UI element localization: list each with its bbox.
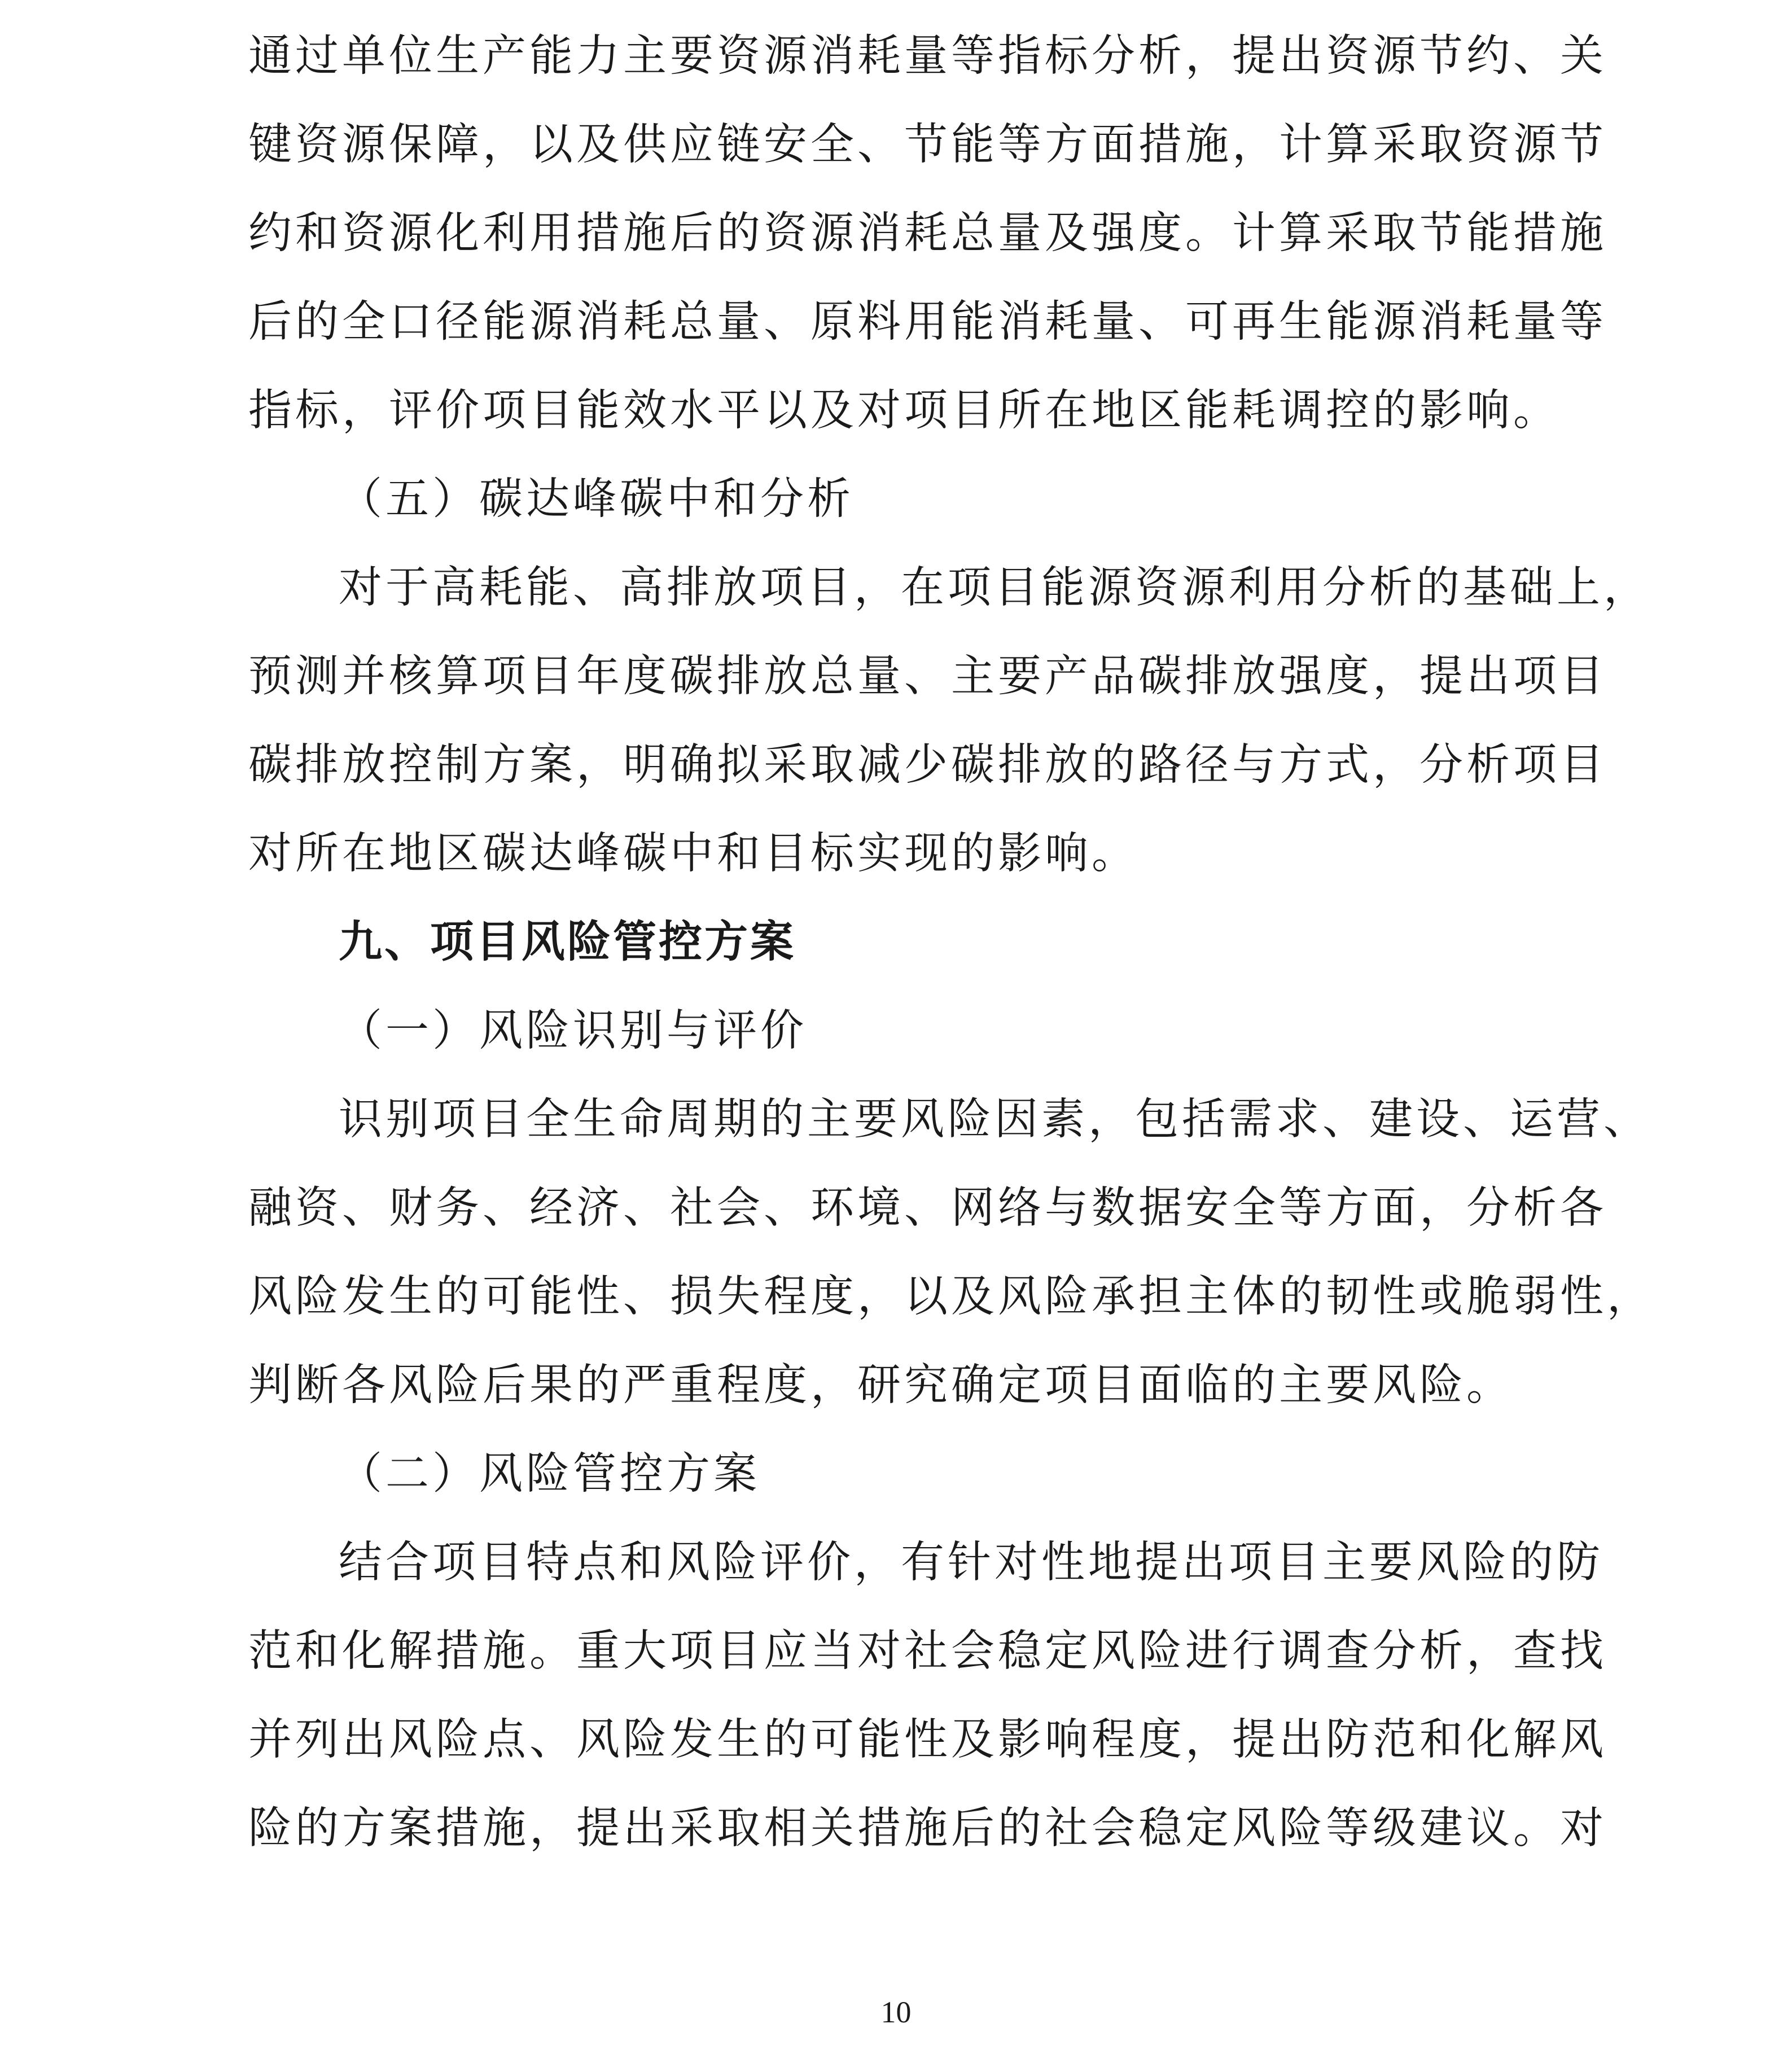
paragraph-line: 判断各风险后果的严重程度，研究确定项目面临的主要风险。 [248, 1360, 1513, 1411]
section-heading-risk-identification: （一）风险识别与评价 [339, 1006, 807, 1056]
section-heading-carbon: （五）碳达峰碳中和分析 [339, 474, 854, 524]
paragraph-line: 对所在地区碳达峰碳中和目标实现的影响。 [248, 829, 1138, 879]
paragraph-line: 结合项目特点和风险评价，有针对性地提出项目主要风险的防 [339, 1538, 1603, 1588]
paragraph-line: 碳排放控制方案，明确拟采取减少碳排放的路径与方式，分析项目 [248, 740, 1607, 790]
paragraph-line: 险的方案措施，提出采取相关措施后的社会稳定风险等级建议。对 [248, 1803, 1607, 1854]
paragraph-line: 识别项目全生命周期的主要风险因素，包括需求、建设、运营、 [339, 1094, 1650, 1145]
paragraph-line: 后的全口径能源消耗总量、原料用能消耗量、可再生能源消耗量等 [248, 297, 1607, 347]
paragraph-line: 键资源保障，以及供应链安全、节能等方面措施，计算采取资源节 [248, 120, 1607, 170]
page-number: 10 [880, 1995, 912, 2029]
paragraph-line: 范和化解措施。重大项目应当对社会稳定风险进行调查分析，查找 [248, 1626, 1607, 1676]
paragraph-line: 风险发生的可能性、损失程度，以及风险承担主体的韧性或脆弱性， [248, 1272, 1654, 1322]
paragraph-line: 融资、财务、经济、社会、环境、网络与数据安全等方面，分析各 [248, 1183, 1607, 1233]
chapter-heading-risk: 九、项目风险管控方案 [339, 917, 796, 967]
paragraph-line: 并列出风险点、风险发生的可能性及影响程度，提出防范和化解风 [248, 1715, 1607, 1765]
paragraph-line: 指标，评价项目能效水平以及对项目所在地区能耗调控的影响。 [248, 386, 1560, 436]
section-heading-risk-control: （二）风险管控方案 [339, 1449, 760, 1499]
paragraph-line: 约和资源化利用措施后的资源消耗总量及强度。计算采取节能措施 [248, 208, 1607, 259]
paragraph-line: 对于高耗能、高排放项目，在项目能源资源利用分析的基础上， [339, 563, 1650, 613]
paragraph-line: 预测并核算项目年度碳排放总量、主要产品碳排放强度，提出项目 [248, 651, 1607, 702]
paragraph-line: 通过单位生产能力主要资源消耗量等指标分析，提出资源节约、关 [248, 31, 1607, 81]
